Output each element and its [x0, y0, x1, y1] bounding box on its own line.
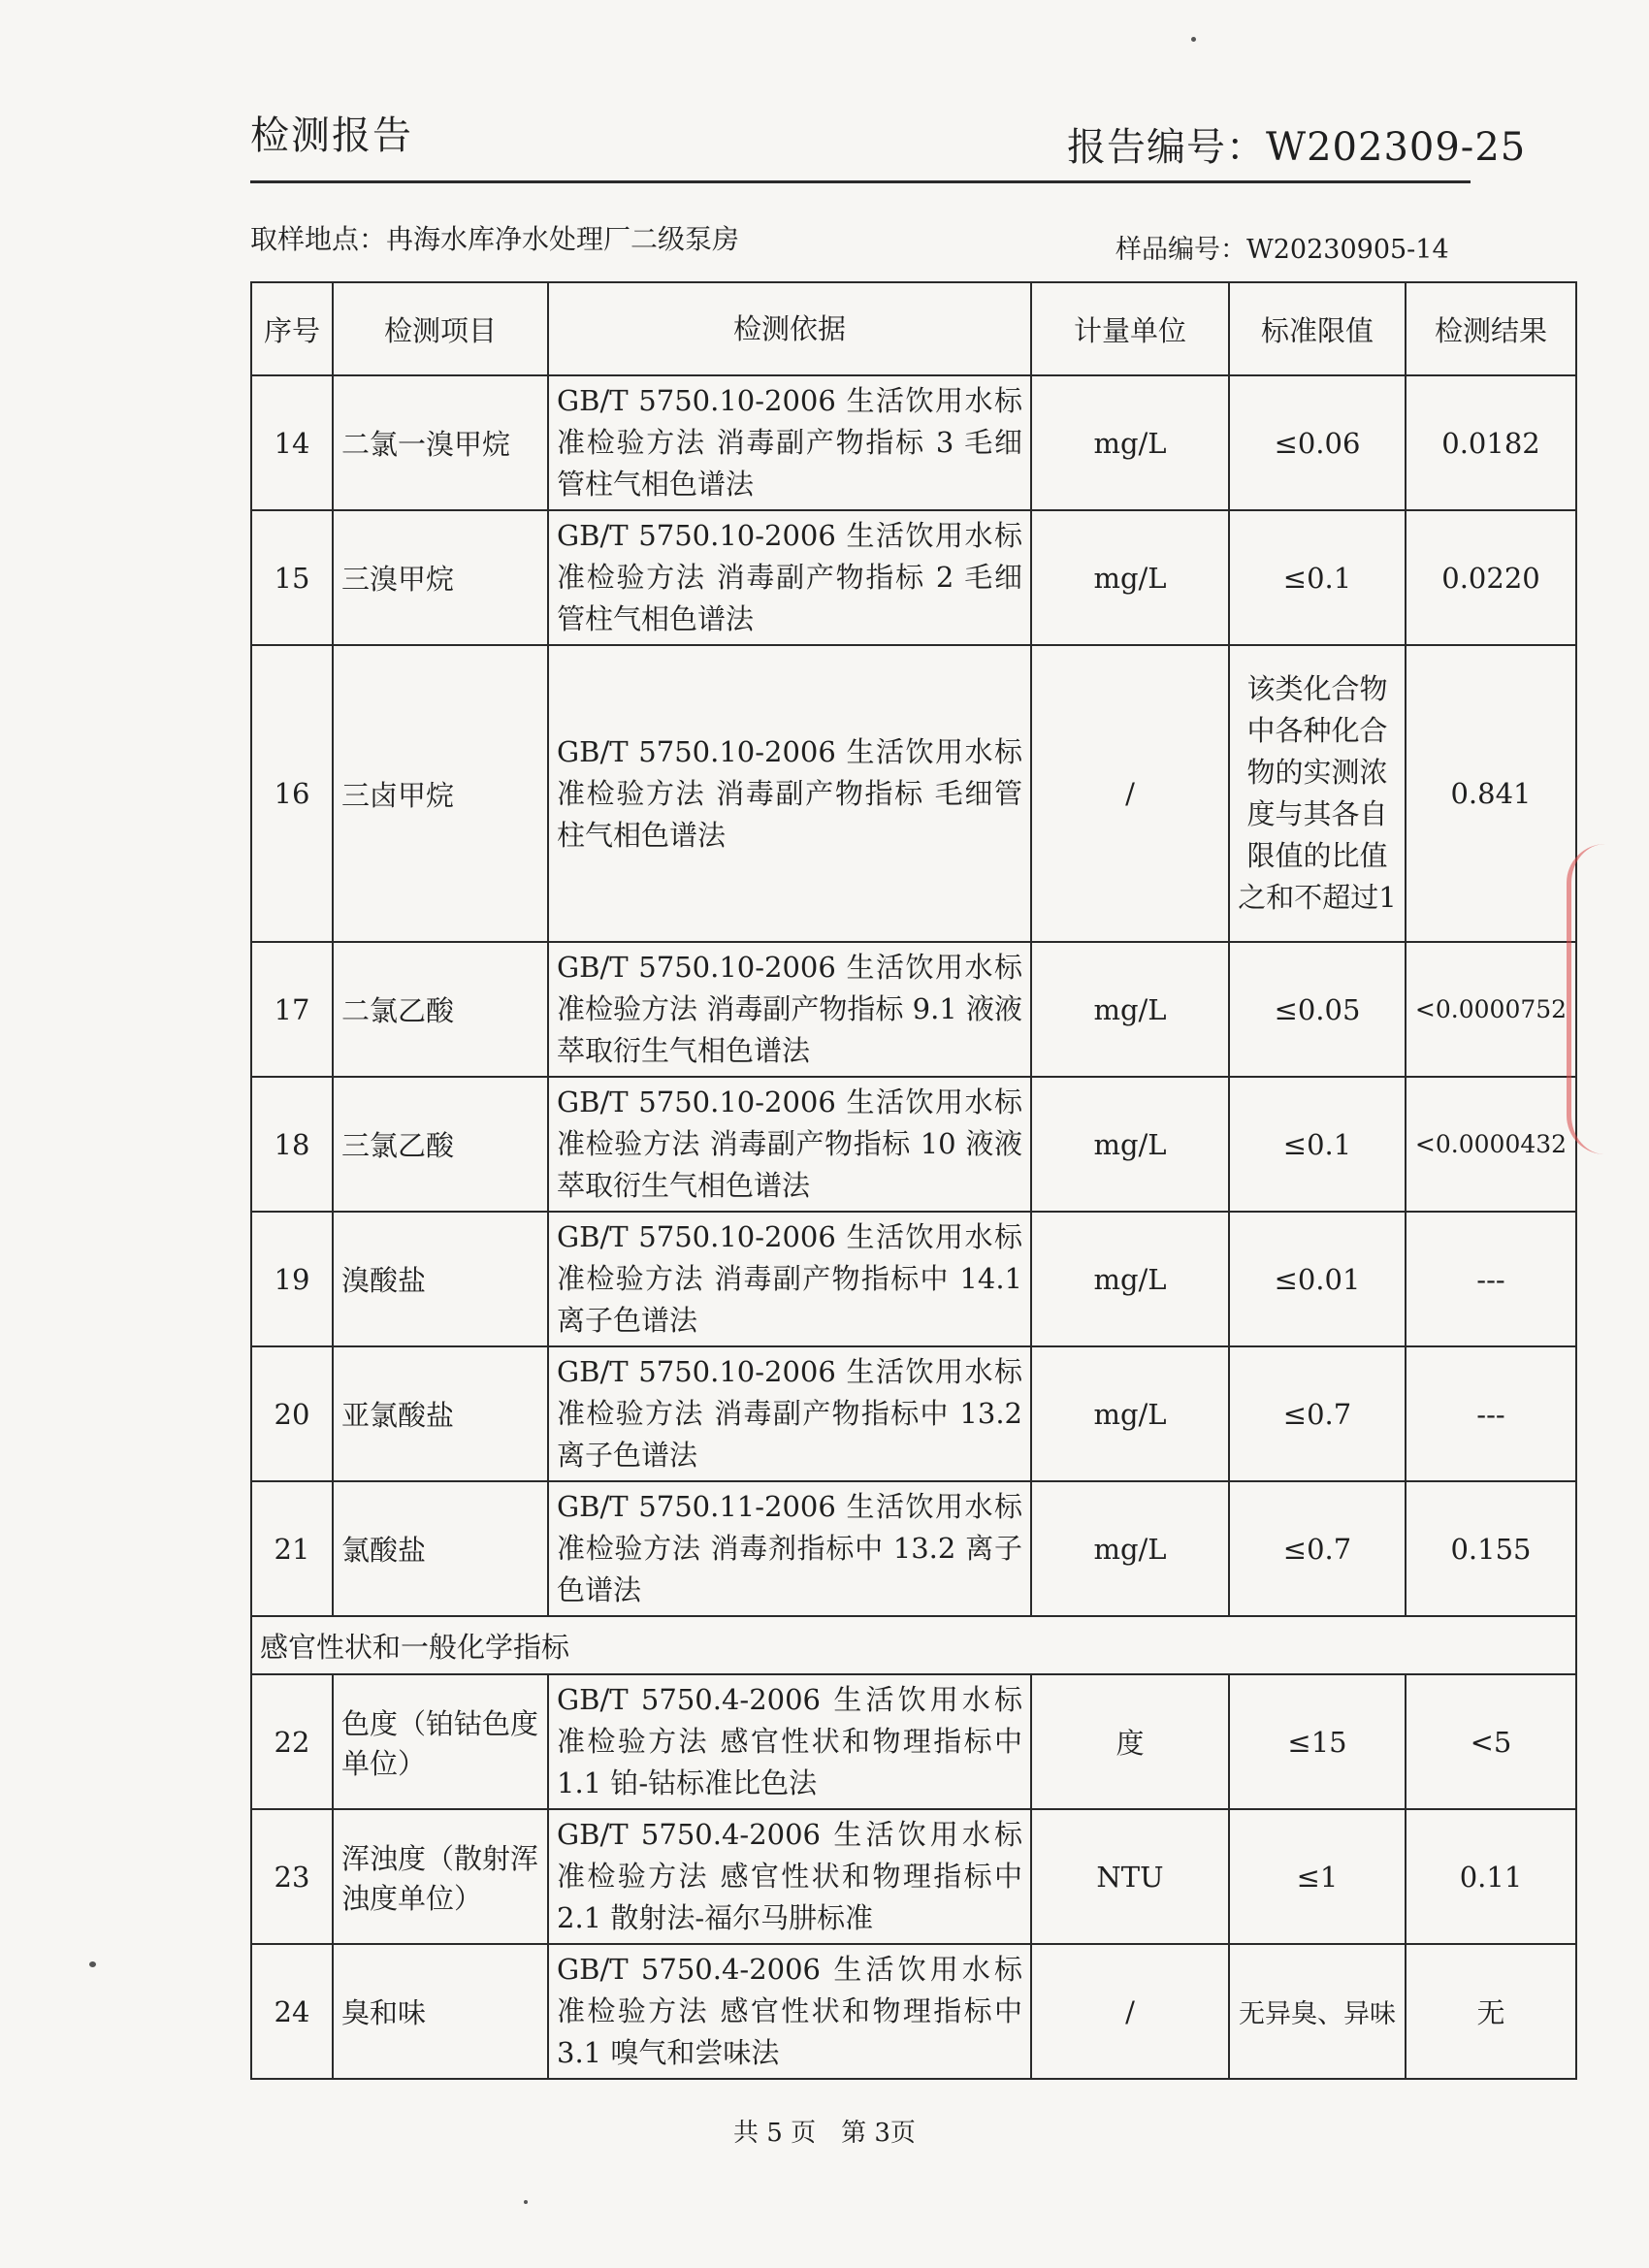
table-row — [251, 1212, 1576, 1346]
row-method: GB/T 5750.10-2006 生活饮用水标准检验方法 消毒副产物指标中 13.2 离子色谱法 — [548, 1346, 1031, 1481]
report-number: 报告编号：W202309-25 — [1067, 125, 1527, 170]
row-limit: 该类化合物中各种化合物的实测浓度与其各自限值的比值之和不超过1 — [1229, 645, 1406, 942]
row-result: <0.0000432 — [1406, 1077, 1576, 1212]
table-row — [251, 1809, 1576, 1944]
row-item: 氯酸盐 — [333, 1481, 548, 1616]
header-divider — [250, 180, 1471, 183]
row-method: GB/T 5750.10-2006 生活饮用水标准检验方法 消毒副产物指标 9.1 液液萃取衍生气相色谱法 — [548, 942, 1031, 1077]
header-result: 检测结果 — [1406, 282, 1576, 375]
report-title: 检测报告 — [250, 113, 413, 158]
row-item: 三卤甲烷 — [333, 645, 548, 942]
row-no: 20 — [251, 1346, 333, 1481]
table-row — [251, 645, 1576, 942]
row-unit: mg/L — [1031, 942, 1229, 1077]
row-no: 23 — [251, 1809, 333, 1944]
row-method: GB/T 5750.10-2006 生活饮用水标准检验方法 消毒副产物指标 3 毛细管柱气相色谱法 — [548, 375, 1031, 510]
row-result: --- — [1406, 1346, 1576, 1481]
row-method: GB/T 5750.4-2006 生活饮用水标准检验方法 感官性状和物理指标中 1.1 铂-钴标准比色法 — [548, 1674, 1031, 1809]
row-item: 二氯一溴甲烷 — [333, 375, 548, 510]
row-no: 17 — [251, 942, 333, 1077]
row-item: 浑浊度（散射浑浊度单位） — [333, 1809, 548, 1944]
sampling-location: 取样地点：冉海水库净水处理厂二级泵房 — [250, 223, 740, 255]
row-result: <5 — [1406, 1674, 1576, 1809]
row-unit: mg/L — [1031, 1346, 1229, 1481]
row-item: 溴酸盐 — [333, 1212, 548, 1346]
header-limit: 标准限值 — [1229, 282, 1406, 375]
row-no: 21 — [251, 1481, 333, 1616]
row-result: 0.0182 — [1406, 375, 1576, 510]
row-no: 24 — [251, 1944, 333, 2079]
row-limit: ≤0.7 — [1229, 1481, 1406, 1616]
row-method: GB/T 5750.10-2006 生活饮用水标准检验方法 消毒副产物指标中 14.1 离子色谱法 — [548, 1212, 1031, 1346]
row-unit: mg/L — [1031, 1481, 1229, 1616]
row-limit: 无异臭、异味 — [1229, 1944, 1406, 2079]
row-no: 16 — [251, 645, 333, 942]
section-row — [251, 1616, 1576, 1674]
table-row — [251, 1944, 1576, 2079]
row-result: --- — [1406, 1212, 1576, 1346]
row-limit: ≤0.06 — [1229, 375, 1406, 510]
table-row — [251, 1481, 1576, 1616]
header-method: 检测依据 — [548, 282, 1031, 375]
table-header-row — [251, 282, 1576, 375]
scan-speck — [89, 1961, 96, 1967]
header-item: 检测项目 — [333, 282, 548, 375]
row-result: <0.0000752 — [1406, 942, 1576, 1077]
row-item: 亚氯酸盐 — [333, 1346, 548, 1481]
row-result: 无 — [1406, 1944, 1576, 2079]
row-limit: ≤1 — [1229, 1809, 1406, 1944]
page-footer: 共 5 页 第 3页 — [733, 2119, 916, 2148]
row-unit: mg/L — [1031, 1077, 1229, 1212]
table-row — [251, 1077, 1576, 1212]
row-item: 三氯乙酸 — [333, 1077, 548, 1212]
table-row — [251, 375, 1576, 510]
row-result: 0.155 — [1406, 1481, 1576, 1616]
row-unit: / — [1031, 645, 1229, 942]
row-no: 19 — [251, 1212, 333, 1346]
row-method: GB/T 5750.4-2006 生活饮用水标准检验方法 感官性状和物理指标中 2.1 散射法-福尔马肼标准 — [548, 1809, 1031, 1944]
row-result: 0.11 — [1406, 1809, 1576, 1944]
row-method: GB/T 5750.10-2006 生活饮用水标准检验方法 消毒副产物指标 10 液液萃取衍生气相色谱法 — [548, 1077, 1031, 1212]
row-method: GB/T 5750.11-2006 生活饮用水标准检验方法 消毒剂指标中 13.2 离子色谱法 — [548, 1481, 1031, 1616]
header-no: 序号 — [251, 282, 333, 375]
row-limit: ≤0.1 — [1229, 510, 1406, 645]
table-row — [251, 942, 1576, 1077]
row-no: 15 — [251, 510, 333, 645]
row-result: 0.841 — [1406, 645, 1576, 942]
row-limit: ≤15 — [1229, 1674, 1406, 1809]
row-no: 22 — [251, 1674, 333, 1809]
row-no: 14 — [251, 375, 333, 510]
scan-speck — [1191, 37, 1196, 42]
results-table — [250, 281, 1577, 2080]
row-unit: mg/L — [1031, 375, 1229, 510]
row-limit: ≤0.01 — [1229, 1212, 1406, 1346]
header-unit: 计量单位 — [1031, 282, 1229, 375]
row-limit: ≤0.05 — [1229, 942, 1406, 1077]
row-unit: mg/L — [1031, 510, 1229, 645]
sample-number: 样品编号：W20230905-14 — [1116, 235, 1449, 265]
row-method: GB/T 5750.10-2006 生活饮用水标准检验方法 消毒副产物指标 毛细管柱气相色谱法 — [548, 645, 1031, 942]
row-no: 18 — [251, 1077, 333, 1212]
row-limit: ≤0.1 — [1229, 1077, 1406, 1212]
row-unit: NTU — [1031, 1809, 1229, 1944]
table-row — [251, 1674, 1576, 1809]
table-row — [251, 1346, 1576, 1481]
row-method: GB/T 5750.10-2006 生活饮用水标准检验方法 消毒副产物指标 2 毛细管柱气相色谱法 — [548, 510, 1031, 645]
row-unit: 度 — [1031, 1674, 1229, 1809]
row-unit: mg/L — [1031, 1212, 1229, 1346]
row-result: 0.0220 — [1406, 510, 1576, 645]
row-limit: ≤0.7 — [1229, 1346, 1406, 1481]
scan-speck — [524, 2200, 528, 2204]
row-item: 三溴甲烷 — [333, 510, 548, 645]
row-item: 臭和味 — [333, 1944, 548, 2079]
row-method: GB/T 5750.4-2006 生活饮用水标准检验方法 感官性状和物理指标中 3.1 嗅气和尝味法 — [548, 1944, 1031, 2079]
red-seal-fragment — [1567, 844, 1630, 1154]
row-item: 二氯乙酸 — [333, 942, 548, 1077]
table-row — [251, 510, 1576, 645]
row-unit: / — [1031, 1944, 1229, 2079]
section-title: 感官性状和一般化学指标 — [251, 1616, 1576, 1674]
row-item: 色度（铂钴色度单位） — [333, 1674, 548, 1809]
